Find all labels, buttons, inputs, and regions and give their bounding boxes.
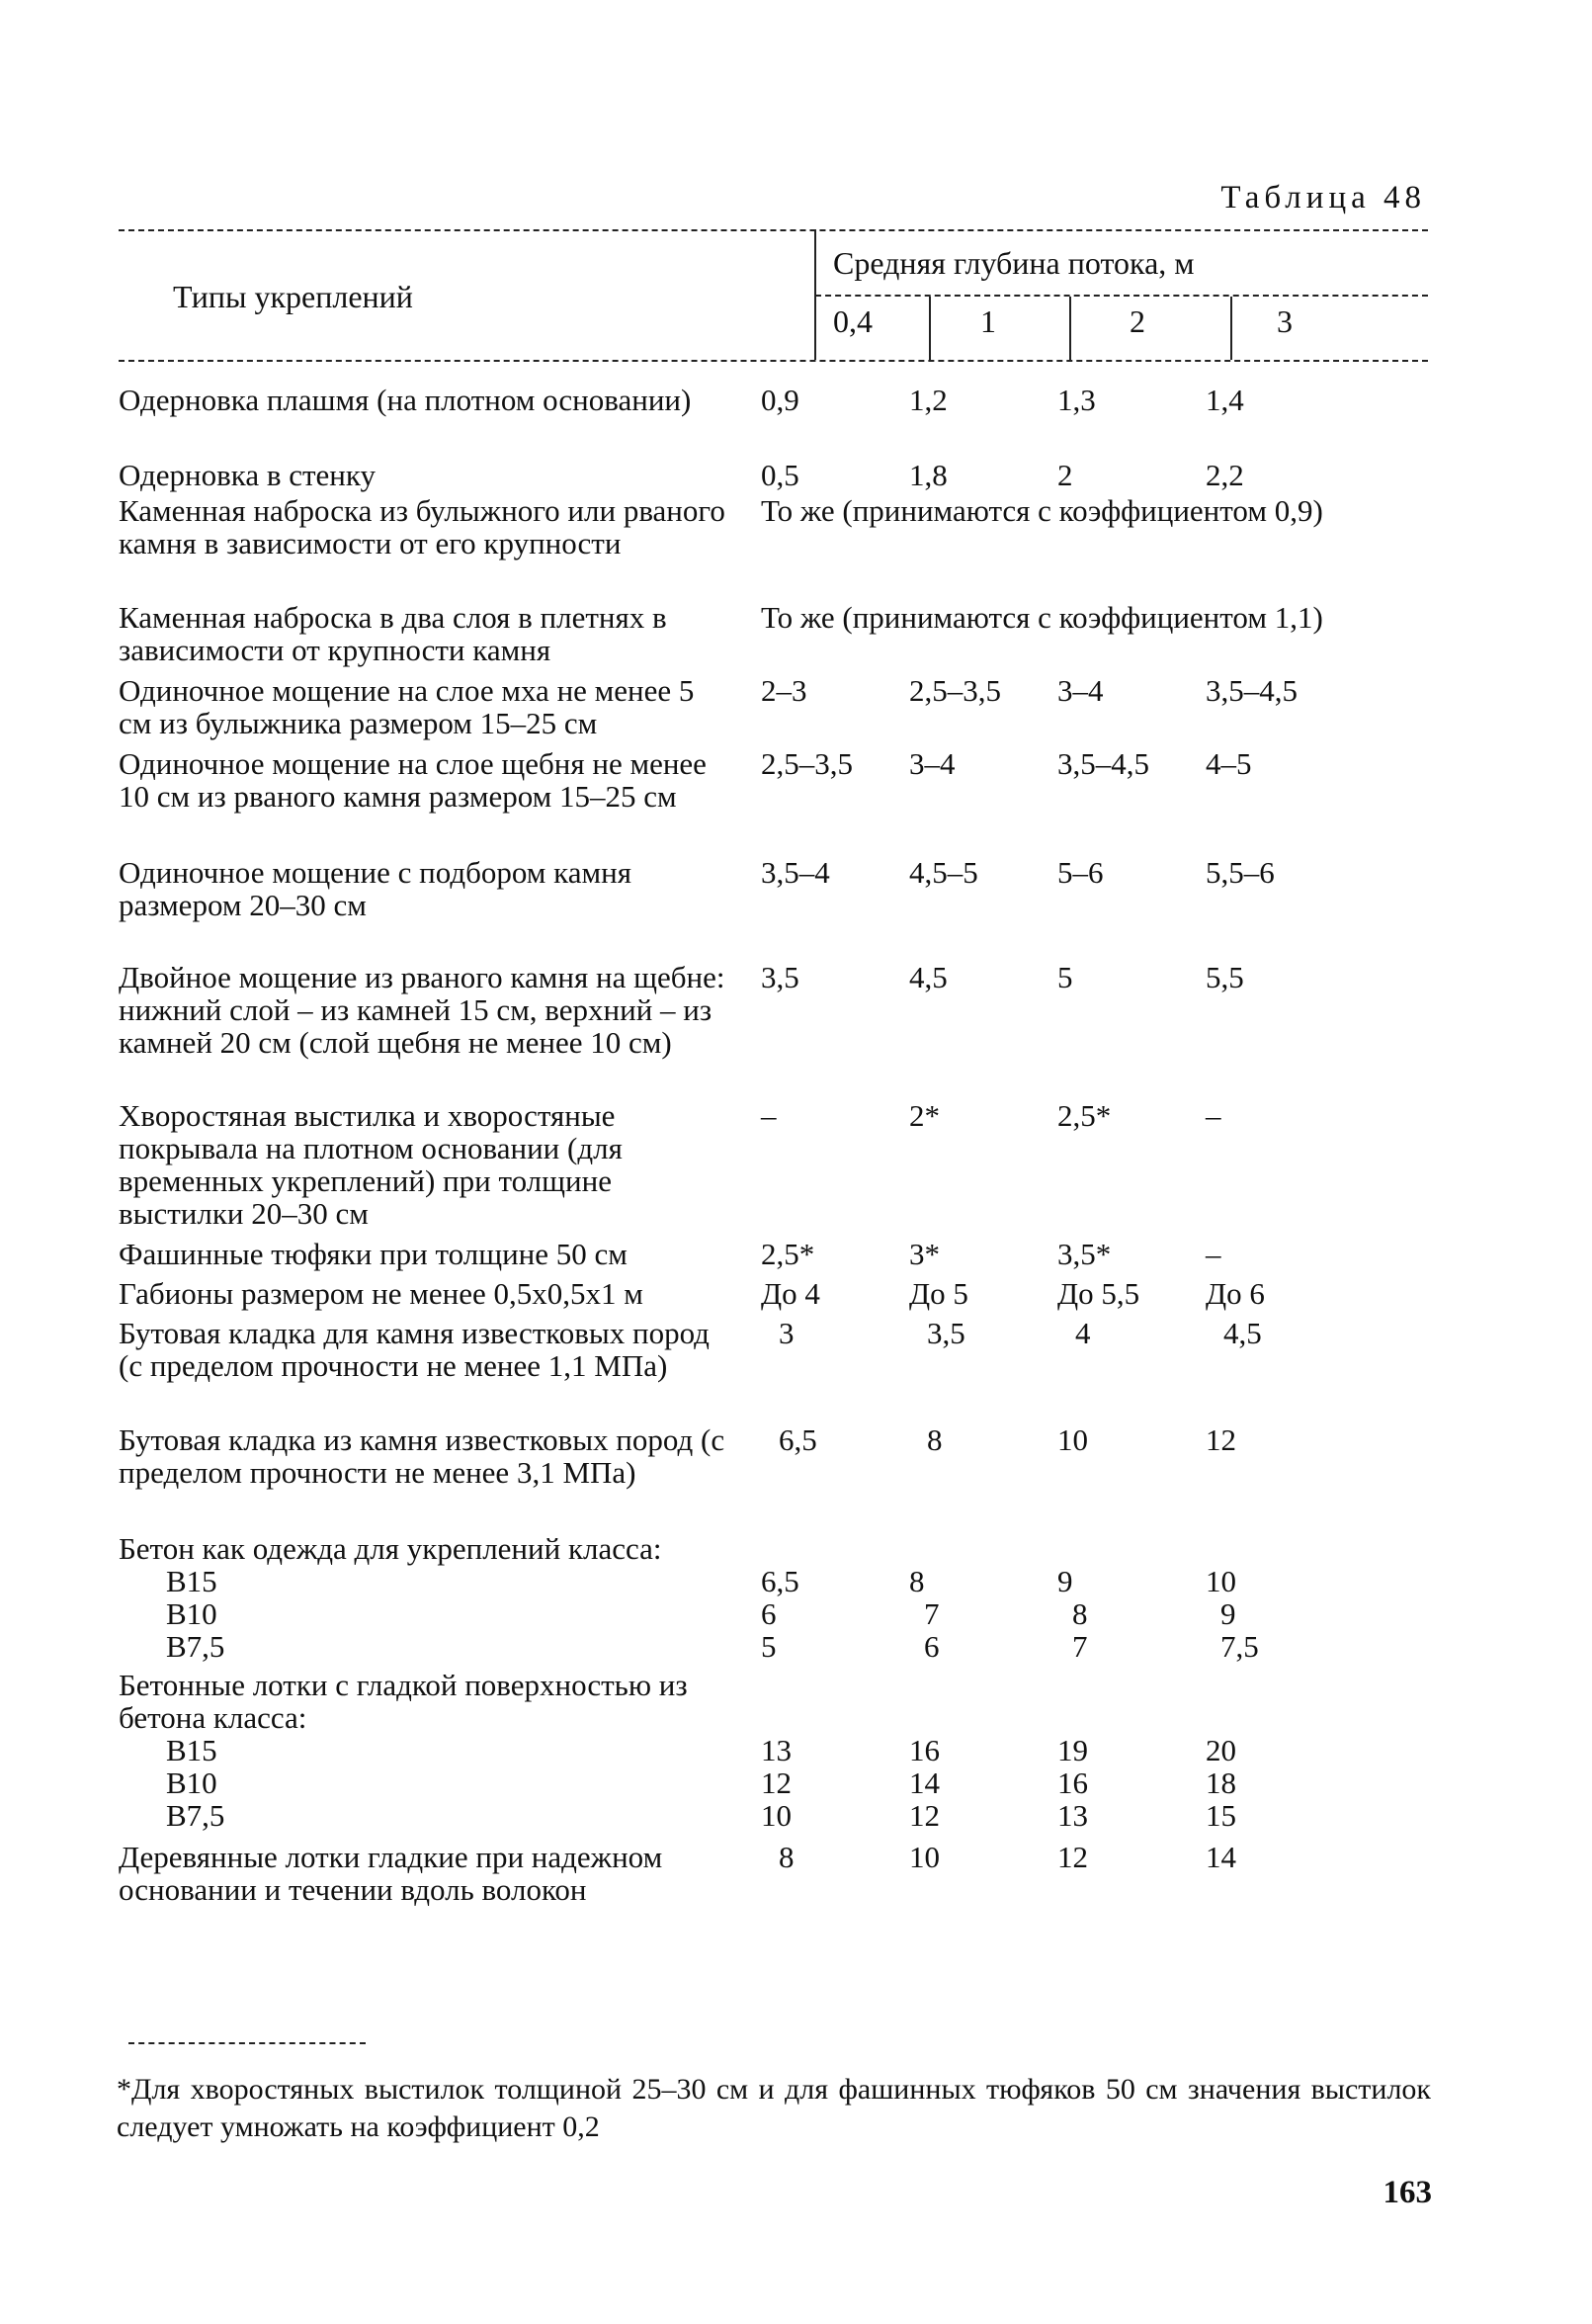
- row-value: 14: [1206, 1840, 1236, 1874]
- row-value: –: [1206, 1237, 1221, 1271]
- row-type: Хворостяная выстилка и хворостяные покрывала на плотном основании (для временных укреплений) при толщине выстилки 20–30 см: [119, 1098, 623, 1231]
- row-value: 12: [1057, 1840, 1088, 1874]
- column-header-types: Типы укреплений: [173, 279, 413, 314]
- row-value: 4: [1075, 1316, 1091, 1350]
- table-row: [119, 494, 1433, 601]
- row-subtype: В7,5: [166, 1798, 225, 1833]
- column-header-depth: 3: [1277, 303, 1293, 339]
- row-subtype: В10: [166, 1765, 217, 1800]
- row-value: 13: [1057, 1798, 1088, 1833]
- row-value: 3,5–4: [761, 855, 830, 890]
- row-value: 3,5: [761, 960, 799, 994]
- table-row: [119, 601, 1433, 674]
- table-row: [119, 1841, 1433, 1916]
- row-value: 1,2: [909, 383, 948, 417]
- row-value: 2: [1057, 458, 1073, 492]
- footnote-rule: [128, 2042, 366, 2044]
- row-value: 14: [909, 1765, 940, 1800]
- column-header-depth: 2: [1130, 303, 1145, 339]
- row-value: 4,5–5: [909, 855, 978, 890]
- row-value: 19: [1057, 1733, 1088, 1767]
- row-value: 2,5*: [761, 1237, 815, 1271]
- table-row: [119, 459, 1433, 494]
- row-type: Одерновка в стенку: [119, 458, 377, 492]
- table-row: [119, 384, 1433, 459]
- table-row: [119, 1099, 1433, 1238]
- row-value: 3,5–4,5: [1057, 746, 1149, 781]
- row-value: До 5,5: [1057, 1276, 1140, 1311]
- header-bottom-rule: [119, 360, 1428, 362]
- table-row: [119, 961, 1433, 1099]
- column-header-depth: 1: [980, 303, 996, 339]
- row-value: 6: [924, 1629, 940, 1664]
- row-value: 7,5: [1220, 1629, 1259, 1664]
- footnote: *Для хворостяных выстилок толщиной 25–30 см и для фашинных тюфяков 50 см значения выстилок следует умножать на коэффициент 0,2: [117, 2073, 1431, 2143]
- table-row: [119, 674, 1433, 747]
- row-type: Бетон как одежда для укреплений класса:: [119, 1531, 662, 1566]
- row-value: 0,5: [761, 458, 799, 492]
- row-type: Одиночное мощение на слое мха не менее 5 см из булыжника размером 15–25 см: [119, 673, 695, 740]
- header-divider: [1230, 297, 1232, 360]
- row-value: 10: [761, 1798, 792, 1833]
- row-value: 2–3: [761, 673, 807, 708]
- table-caption: Таблица 48: [1220, 180, 1426, 215]
- column-header-depth: 0,4: [833, 303, 873, 339]
- row-value: 6: [761, 1596, 777, 1631]
- row-value: 6,5: [761, 1564, 799, 1598]
- row-value: 3*: [909, 1237, 940, 1271]
- row-value: 3–4: [909, 746, 956, 781]
- row-value: 8: [909, 1564, 925, 1598]
- row-type: Одерновка плашмя (на плотном основании): [119, 383, 692, 417]
- table-row: [119, 856, 1433, 961]
- row-value: 5–6: [1057, 855, 1104, 890]
- row-value: 2*: [909, 1098, 940, 1133]
- row-type: Габионы размером не менее 0,5х0,5х1 м: [119, 1276, 643, 1311]
- row-value: 0,9: [761, 383, 799, 417]
- row-value: 7: [924, 1596, 940, 1631]
- header-divider: [929, 297, 931, 360]
- page-number: 163: [1383, 2175, 1432, 2210]
- row-note: То же (принимаются с коэффициентом 0,9): [761, 493, 1323, 528]
- row-type: Бутовая кладка для камня известковых пород (с пределом прочности не менее 1,1 МПа): [119, 1316, 710, 1383]
- row-value: 9: [1220, 1596, 1236, 1631]
- row-value: 1,3: [1057, 383, 1096, 417]
- row-value: 2,5–3,5: [909, 673, 1001, 708]
- row-value: 16: [1057, 1765, 1088, 1800]
- row-value: 8: [1072, 1596, 1088, 1631]
- table-body: [119, 384, 1433, 1916]
- table-row: [119, 1423, 1433, 1532]
- header-group-rule: [815, 295, 1428, 297]
- row-value: 5,5–6: [1206, 855, 1275, 890]
- row-value: 2,5*: [1057, 1098, 1112, 1133]
- row-type: Бетонные лотки с гладкой поверхностью из бетона класса:: [119, 1668, 688, 1735]
- row-type: Одиночное мощение с подбором камня размером 20–30 см: [119, 855, 631, 922]
- row-value: 1,8: [909, 458, 948, 492]
- row-type: Двойное мощение из рваного камня на щебне: нижний слой – из камней 15 см, верхний – из камней 20 см (слой щебня не менее 10 см): [119, 960, 725, 1060]
- table-row: [119, 1238, 1433, 1277]
- row-value: 3,5*: [1057, 1237, 1112, 1271]
- table-row: [119, 1532, 1433, 1669]
- row-value: 4–5: [1206, 746, 1252, 781]
- row-value: 7: [1072, 1629, 1088, 1664]
- row-value: –: [1206, 1098, 1221, 1133]
- row-value: 16: [909, 1733, 940, 1767]
- row-value: 4,5: [1223, 1316, 1262, 1350]
- row-type: Деревянные лотки гладкие при надежном основании и течении вдоль волокон: [119, 1840, 663, 1907]
- row-value: 5,5: [1206, 960, 1244, 994]
- row-value: 3: [779, 1316, 795, 1350]
- row-type: Одиночное мощение на слое щебня не менее 10 см из рваного камня размером 15–25 см: [119, 746, 707, 814]
- row-type: Каменная наброска в два слоя в плетнях в зависимости от крупности камня: [119, 600, 667, 667]
- column-header-depth-group: Средняя глубина потока, м: [833, 245, 1195, 281]
- header-top-rule: [119, 229, 1428, 231]
- row-value: 9: [1057, 1564, 1073, 1598]
- row-value: 3,5–4,5: [1206, 673, 1298, 708]
- row-value: 10: [1206, 1564, 1236, 1598]
- row-value: До 6: [1206, 1276, 1265, 1311]
- row-subtype: В10: [166, 1596, 217, 1631]
- row-value: 12: [761, 1765, 792, 1800]
- row-value: 12: [1206, 1422, 1236, 1457]
- row-value: 20: [1206, 1733, 1236, 1767]
- row-value: 10: [909, 1840, 940, 1874]
- row-type: Бутовая кладка из камня известковых пород (с пределом прочности не менее 3,1 МПа): [119, 1422, 725, 1490]
- row-value: 4,5: [909, 960, 948, 994]
- row-value: 2,5–3,5: [761, 746, 853, 781]
- row-value: 13: [761, 1733, 792, 1767]
- row-value: 5: [761, 1629, 777, 1664]
- row-value: 3–4: [1057, 673, 1104, 708]
- row-value: 5: [1057, 960, 1073, 994]
- table-row: [119, 1277, 1433, 1317]
- row-value: –: [761, 1098, 777, 1133]
- row-value: 8: [779, 1840, 795, 1874]
- row-note: То же (принимаются с коэффициентом 1,1): [761, 600, 1323, 635]
- row-value: 10: [1057, 1422, 1088, 1457]
- row-value: До 5: [909, 1276, 968, 1311]
- table-row: [119, 747, 1433, 856]
- row-value: 15: [1206, 1798, 1236, 1833]
- table-row: [119, 1669, 1433, 1841]
- row-value: 3,5: [927, 1316, 965, 1350]
- row-value: 6,5: [779, 1422, 817, 1457]
- header-divider: [1069, 297, 1071, 360]
- table-row: [119, 1317, 1433, 1423]
- row-value: До 4: [761, 1276, 820, 1311]
- row-value: 2,2: [1206, 458, 1244, 492]
- header-divider: [814, 229, 816, 360]
- row-type: Фашинные тюфяки при толщине 50 см: [119, 1237, 628, 1271]
- row-value: 8: [927, 1422, 943, 1457]
- row-value: 12: [909, 1798, 940, 1833]
- row-value: 1,4: [1206, 383, 1244, 417]
- row-type: Каменная наброска из булыжного или рваного камня в зависимости от его крупности: [119, 493, 725, 560]
- row-subtype: В7,5: [166, 1629, 225, 1664]
- row-subtype: В15: [166, 1733, 217, 1767]
- row-value: 18: [1206, 1765, 1236, 1800]
- row-subtype: В15: [166, 1564, 217, 1598]
